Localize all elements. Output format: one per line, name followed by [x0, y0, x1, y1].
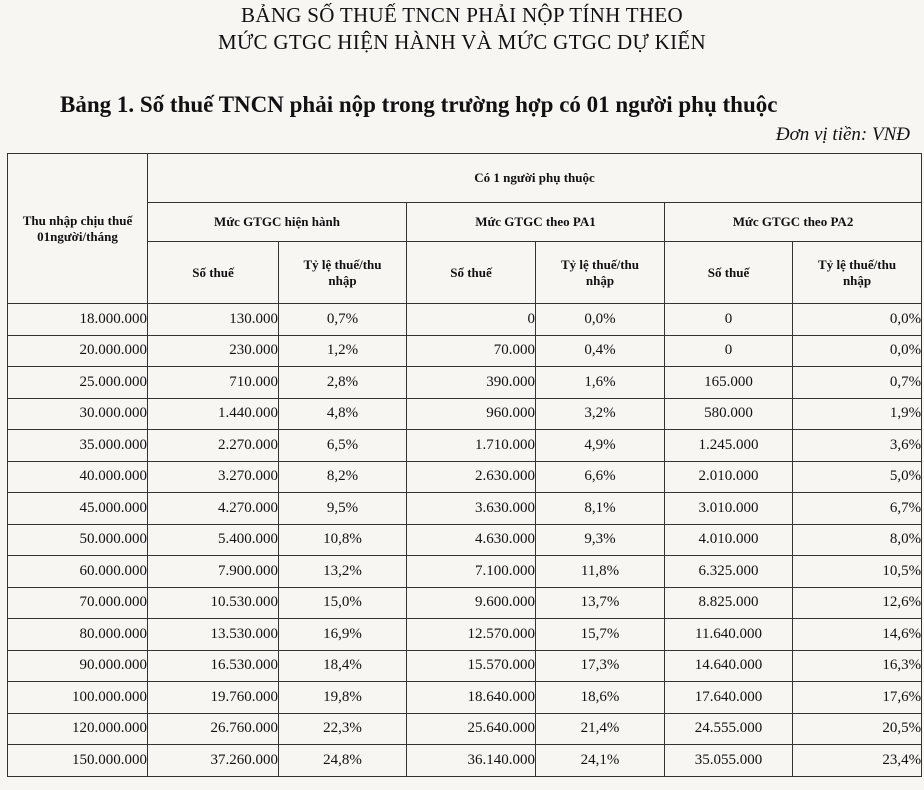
ratio-pa1-cell: 11,8%: [536, 556, 665, 588]
ratio-pa2-cell: 12,6%: [793, 587, 922, 619]
tax-pa1-cell: 18.640.000: [407, 682, 536, 714]
tax-pa1-cell: 9.600.000: [407, 587, 536, 619]
income-cell: 70.000.000: [8, 587, 148, 619]
dependents-group-header: Có 1 người phụ thuộc: [148, 154, 922, 203]
tax-pa2-cell: 0: [665, 335, 793, 367]
table-row: [8, 430, 922, 462]
tax-pa2-cell: 14.640.000: [665, 650, 793, 682]
tax-pa1-cell: 0: [407, 304, 536, 336]
income-cell: 25.000.000: [8, 367, 148, 399]
ratio-pa1-cell: 8,1%: [536, 493, 665, 525]
table-row: [8, 461, 922, 493]
tax-pa2-cell: 17.640.000: [665, 682, 793, 714]
tax-pa1-cell: 960.000: [407, 398, 536, 430]
ratio-pa2-cell: 23,4%: [793, 745, 922, 777]
income-cell: 150.000.000: [8, 745, 148, 777]
tax-current-cell: 16.530.000: [148, 650, 279, 682]
tax-pa1-cell: 7.100.000: [407, 556, 536, 588]
income-cell: 120.000.000: [8, 713, 148, 745]
tax-pa2-cell: 3.010.000: [665, 493, 793, 525]
ratio-pa1-cell: 0,0%: [536, 304, 665, 336]
ratio-current-cell: 10,8%: [279, 524, 407, 556]
tax-current-cell: 7.900.000: [148, 556, 279, 588]
ratio-pa1-cell: 21,4%: [536, 713, 665, 745]
table-row: [8, 304, 922, 336]
tax-pa2-cell: 4.010.000: [665, 524, 793, 556]
ratio-pa2-cell: 3,6%: [793, 430, 922, 462]
income-cell: 40.000.000: [8, 461, 148, 493]
income-cell: 35.000.000: [8, 430, 148, 462]
table-row: [8, 367, 922, 399]
tax-pa2-cell: 24.555.000: [665, 713, 793, 745]
ratio-current-cell: 0,7%: [279, 304, 407, 336]
ratio-pa2-cell: 17,6%: [793, 682, 922, 714]
document-heading-line2: MỨC GTGC HIỆN HÀNH VÀ MỨC GTGC DỰ KIẾN: [217, 30, 707, 54]
tax-pa2-cell: 35.055.000: [665, 745, 793, 777]
currency-unit-note: Đơn vị tiền: VNĐ: [775, 124, 910, 145]
ratio-pa1-cell: 1,6%: [536, 367, 665, 399]
ratio-pa1-cell: 3,2%: [536, 398, 665, 430]
tax-amount-header: Số thuế: [665, 242, 793, 304]
ratio-current-cell: 8,2%: [279, 461, 407, 493]
ratio-current-cell: 22,3%: [279, 713, 407, 745]
tax-ratio-header: Tỷ lệ thuế/thu nhập: [279, 242, 407, 304]
income-cell: 20.000.000: [8, 335, 148, 367]
income-cell: 18.000.000: [8, 304, 148, 336]
ratio-current-cell: 24,8%: [279, 745, 407, 777]
ratio-current-cell: 16,9%: [279, 619, 407, 651]
tax-current-cell: 710.000: [148, 367, 279, 399]
income-cell: 50.000.000: [8, 524, 148, 556]
tax-ratio-header: Tỷ lệ thuế/thu nhập: [793, 242, 922, 304]
tax-current-cell: 37.260.000: [148, 745, 279, 777]
tax-pa1-cell: 2.630.000: [407, 461, 536, 493]
table-row: [8, 713, 922, 745]
tax-current-cell: 230.000: [148, 335, 279, 367]
tax-pa1-cell: 25.640.000: [407, 713, 536, 745]
ratio-pa1-cell: 18,6%: [536, 682, 665, 714]
tax-current-cell: 26.760.000: [148, 713, 279, 745]
tax-current-cell: 3.270.000: [148, 461, 279, 493]
income-cell: 45.000.000: [8, 493, 148, 525]
ratio-pa2-cell: 1,9%: [793, 398, 922, 430]
tax-pa2-cell: 0: [665, 304, 793, 336]
ratio-pa1-cell: 0,4%: [536, 335, 665, 367]
table-row: [8, 493, 922, 525]
table-row: [8, 619, 922, 651]
ratio-current-cell: 9,5%: [279, 493, 407, 525]
tax-pa1-cell: 4.630.000: [407, 524, 536, 556]
current-level-header: Mức GTGC hiện hành: [148, 203, 407, 242]
tax-amount-header: Số thuế: [407, 242, 536, 304]
tax-pa2-cell: 11.640.000: [665, 619, 793, 651]
ratio-pa2-cell: 6,7%: [793, 493, 922, 525]
tax-pa1-cell: 70.000: [407, 335, 536, 367]
table-row: [8, 524, 922, 556]
ratio-pa1-cell: 17,3%: [536, 650, 665, 682]
ratio-pa2-cell: 8,0%: [793, 524, 922, 556]
ratio-current-cell: 1,2%: [279, 335, 407, 367]
tax-pa2-cell: 1.245.000: [665, 430, 793, 462]
ratio-current-cell: 19,8%: [279, 682, 407, 714]
tax-pa1-cell: 3.630.000: [407, 493, 536, 525]
ratio-pa2-cell: 10,5%: [793, 556, 922, 588]
income-cell: 60.000.000: [8, 556, 148, 588]
tax-pa1-cell: 1.710.000: [407, 430, 536, 462]
tax-pa2-cell: 8.825.000: [665, 587, 793, 619]
tax-current-cell: 10.530.000: [148, 587, 279, 619]
table-row: [8, 587, 922, 619]
ratio-pa2-cell: 20,5%: [793, 713, 922, 745]
ratio-pa1-cell: 13,7%: [536, 587, 665, 619]
tax-current-cell: 13.530.000: [148, 619, 279, 651]
ratio-current-cell: 15,0%: [279, 587, 407, 619]
tax-amount-header: Số thuế: [148, 242, 279, 304]
tax-pa2-cell: 165.000: [665, 367, 793, 399]
ratio-pa2-cell: 0,0%: [793, 304, 922, 336]
pa2-level-header: Mức GTGC theo PA2: [665, 203, 922, 242]
income-cell: 100.000.000: [8, 682, 148, 714]
tax-current-cell: 19.760.000: [148, 682, 279, 714]
table-row: [8, 556, 922, 588]
table-row: [8, 650, 922, 682]
income-column-header: Thu nhập chịu thuế 01người/tháng: [8, 154, 148, 304]
tax-pa2-cell: 580.000: [665, 398, 793, 430]
table-row: [8, 335, 922, 367]
ratio-pa2-cell: 14,6%: [793, 619, 922, 651]
tax-pa1-cell: 390.000: [407, 367, 536, 399]
ratio-pa1-cell: 4,9%: [536, 430, 665, 462]
ratio-current-cell: 6,5%: [279, 430, 407, 462]
income-cell: 80.000.000: [8, 619, 148, 651]
document-heading-line1: BẢNG SỐ THUẾ TNCN PHẢI NỘP TÍNH THEO: [241, 3, 683, 27]
tax-pa2-cell: 2.010.000: [665, 461, 793, 493]
tax-table: [7, 153, 922, 777]
ratio-pa2-cell: 0,0%: [793, 335, 922, 367]
income-cell: 90.000.000: [8, 650, 148, 682]
ratio-pa1-cell: 24,1%: [536, 745, 665, 777]
tax-pa1-cell: 12.570.000: [407, 619, 536, 651]
tax-current-cell: 4.270.000: [148, 493, 279, 525]
tax-pa1-cell: 15.570.000: [407, 650, 536, 682]
table-body: [8, 304, 922, 777]
table-row: [8, 745, 922, 777]
ratio-pa2-cell: 16,3%: [793, 650, 922, 682]
tax-current-cell: 5.400.000: [148, 524, 279, 556]
tax-current-cell: 2.270.000: [148, 430, 279, 462]
ratio-current-cell: 2,8%: [279, 367, 407, 399]
tax-pa1-cell: 36.140.000: [407, 745, 536, 777]
table-row: [8, 682, 922, 714]
income-cell: 30.000.000: [8, 398, 148, 430]
table-row: [8, 398, 922, 430]
tax-ratio-header: Tỷ lệ thuế/thu nhập: [536, 242, 665, 304]
table-title: Bảng 1. Số thuế TNCN phải nộp trong trường hợp có 01 người phụ thuộc: [60, 92, 778, 117]
ratio-pa2-cell: 5,0%: [793, 461, 922, 493]
ratio-current-cell: 4,8%: [279, 398, 407, 430]
ratio-pa1-cell: 6,6%: [536, 461, 665, 493]
pa1-level-header: Mức GTGC theo PA1: [407, 203, 665, 242]
ratio-pa2-cell: 0,7%: [793, 367, 922, 399]
ratio-current-cell: 13,2%: [279, 556, 407, 588]
ratio-pa1-cell: 9,3%: [536, 524, 665, 556]
tax-pa2-cell: 6.325.000: [665, 556, 793, 588]
tax-current-cell: 130.000: [148, 304, 279, 336]
tax-current-cell: 1.440.000: [148, 398, 279, 430]
ratio-pa1-cell: 15,7%: [536, 619, 665, 651]
ratio-current-cell: 18,4%: [279, 650, 407, 682]
